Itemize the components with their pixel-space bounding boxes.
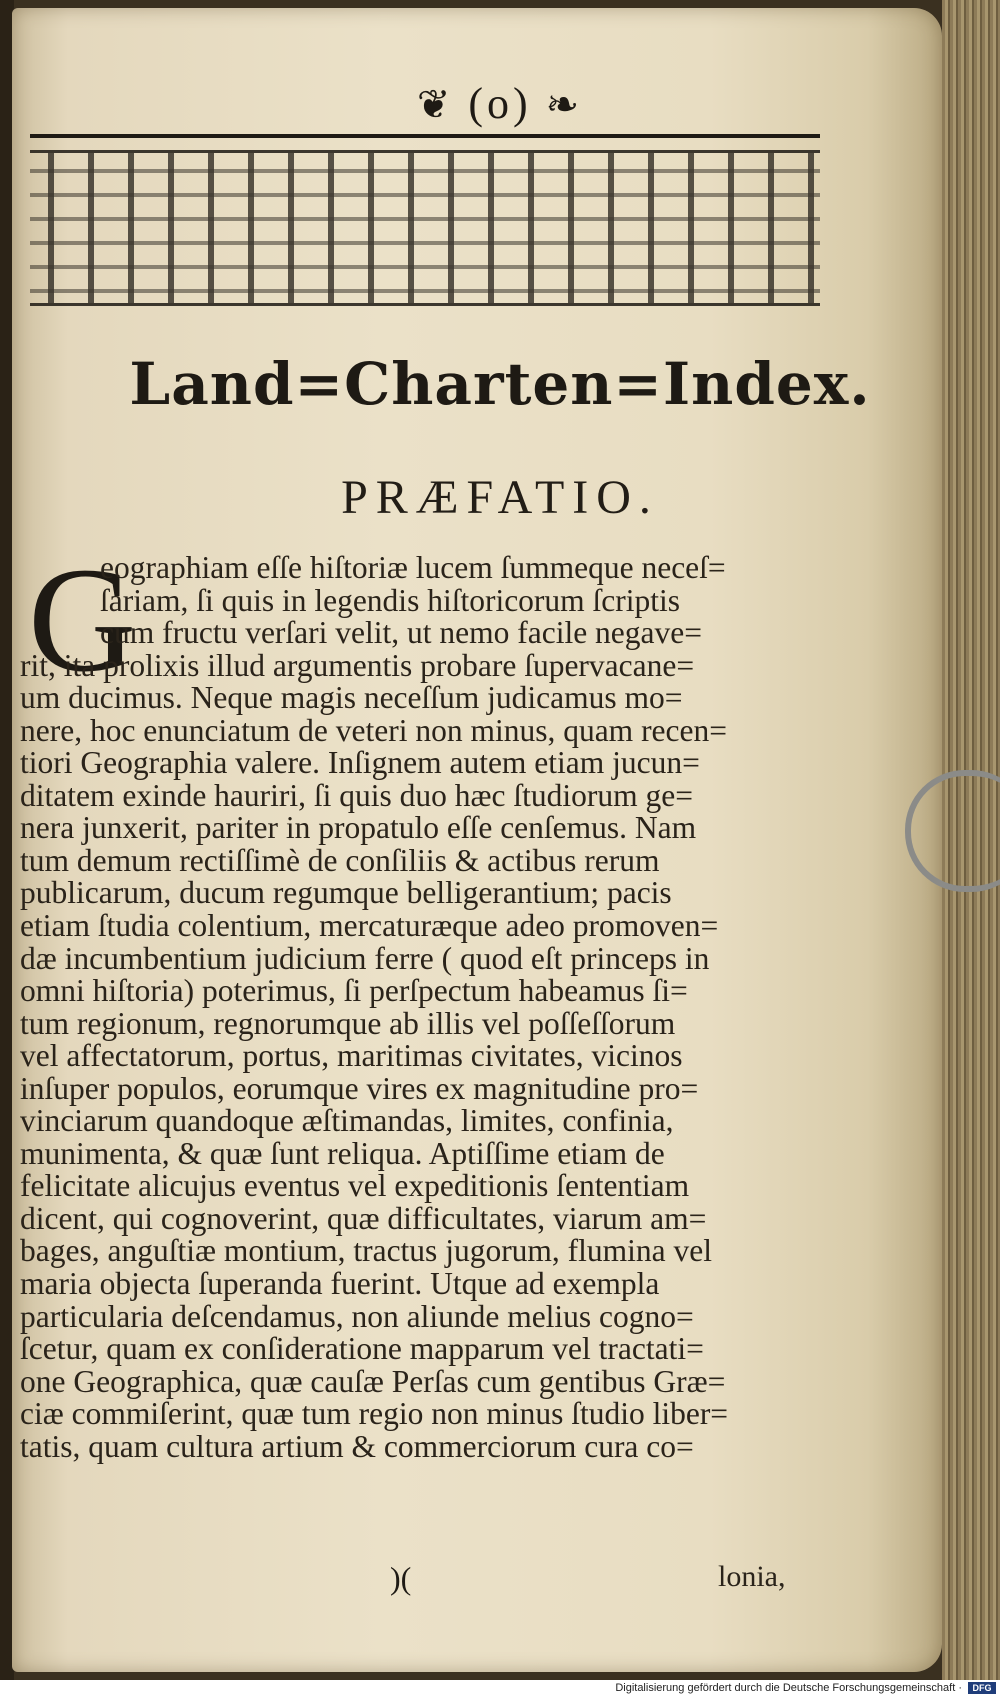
ornament-left-icon: ❦ (416, 82, 469, 127)
signature-mark: )( (390, 1560, 412, 1596)
text-line: vinciarum quandoque æſtimandas, limites, confinia, (20, 1103, 674, 1139)
header-rule (30, 134, 820, 138)
text-line: bages, anguſtiæ montium, tractus jugorum, flumina vel (20, 1233, 713, 1269)
text-line: particularia deſcendamus, non aliunde melius cogno= (20, 1298, 694, 1334)
text-line: um ducimus. Neque magis neceſſum judicamus mo= (20, 680, 683, 716)
text-line: dæ incumbentium judicium ferre ( quod eſt princeps in (20, 940, 710, 976)
text-line: nere, hoc enunciatum de veteri non minus, quam recen= (20, 712, 728, 748)
text-line: inſuper populos, eorumque vires ex magnitudine pro= (20, 1070, 699, 1106)
dfg-logo-icon: DFG (968, 1682, 996, 1694)
text-line: munimenta, & quæ ſunt reliqua. Aptiſſime etiam de (20, 1135, 665, 1171)
drop-cap: G (28, 537, 137, 703)
ornamental-vignette (30, 150, 820, 306)
digitization-footer (0, 1680, 1000, 1696)
text-line: ditatem exinde hauriri, ſi quis duo hæc ſtudiorum ge= (20, 777, 694, 813)
text-line: nera junxerit, pariter in propatulo eſſe cenſemus. Nam (20, 810, 697, 846)
ornament-right-icon: ❧ (531, 82, 584, 127)
text-line: cum fructu verſari velit, ut nemo facile negave= (100, 615, 703, 651)
text-line: ciæ commiſerint, quæ tum regio non minus ſtudio liber= (20, 1396, 729, 1432)
section-heading: PRÆFATIO. (341, 471, 659, 524)
body-text (20, 552, 820, 1463)
text-line: dicent, qui cognoverint, quæ difficultates, viarum am= (20, 1200, 707, 1236)
text-line: one Geographica, quæ cauſæ Perſas cum gentibus Græ= (20, 1363, 726, 1399)
text-line: eographiam eſſe hiſtoriæ lucem ſummeque neceſ= (100, 550, 726, 585)
text-line: tum demum rectiſſimè de conſiliis & actibus rerum (20, 842, 660, 878)
text-line: ſcetur, quam ex conſideratione mapparum vel tractati= (20, 1331, 704, 1367)
text-line: felicitate alicujus eventus vel expeditionis ſententiam (20, 1168, 690, 1204)
text-line: tatis, quam cultura artium & commerciorum cura co= (20, 1428, 694, 1464)
text-line: ſariam, ſi quis in legendis hiſtoricorum ſcriptis (100, 582, 681, 618)
footer-credit: Digitalisierung gefördert durch die Deutsche Forschungsgemeinschaft · (615, 1682, 962, 1694)
text-line: tiori Geographia valere. Inſignem autem etiam jucun= (20, 745, 700, 781)
text-line: maria objecta ſuperanda fuerint. Utque ad exempla (20, 1266, 660, 1302)
header-mark: (o) (468, 79, 532, 128)
text-line: tum regionum, regnorumque ab illis vel poſſeſſorum (20, 1005, 676, 1041)
text-line: rit, ita prolixis illud argumentis probare ſupervacane= (20, 647, 695, 683)
catchword: lonia, (718, 1560, 786, 1593)
page-header (0, 78, 1000, 129)
text-line: etiam ſtudia colentium, mercaturæque adeo promoven= (20, 908, 719, 944)
text-line: publicarum, ducum regumque belligerantium; pacis (20, 875, 672, 911)
text-line: omni hiſtoria) poterimus, ſi perſpectum habeamus ſi= (20, 973, 688, 1009)
page-title: Land=Charten=Index. (129, 350, 871, 418)
text-line: vel affectatorum, portus, maritimas civitates, vicinos (20, 1038, 683, 1074)
